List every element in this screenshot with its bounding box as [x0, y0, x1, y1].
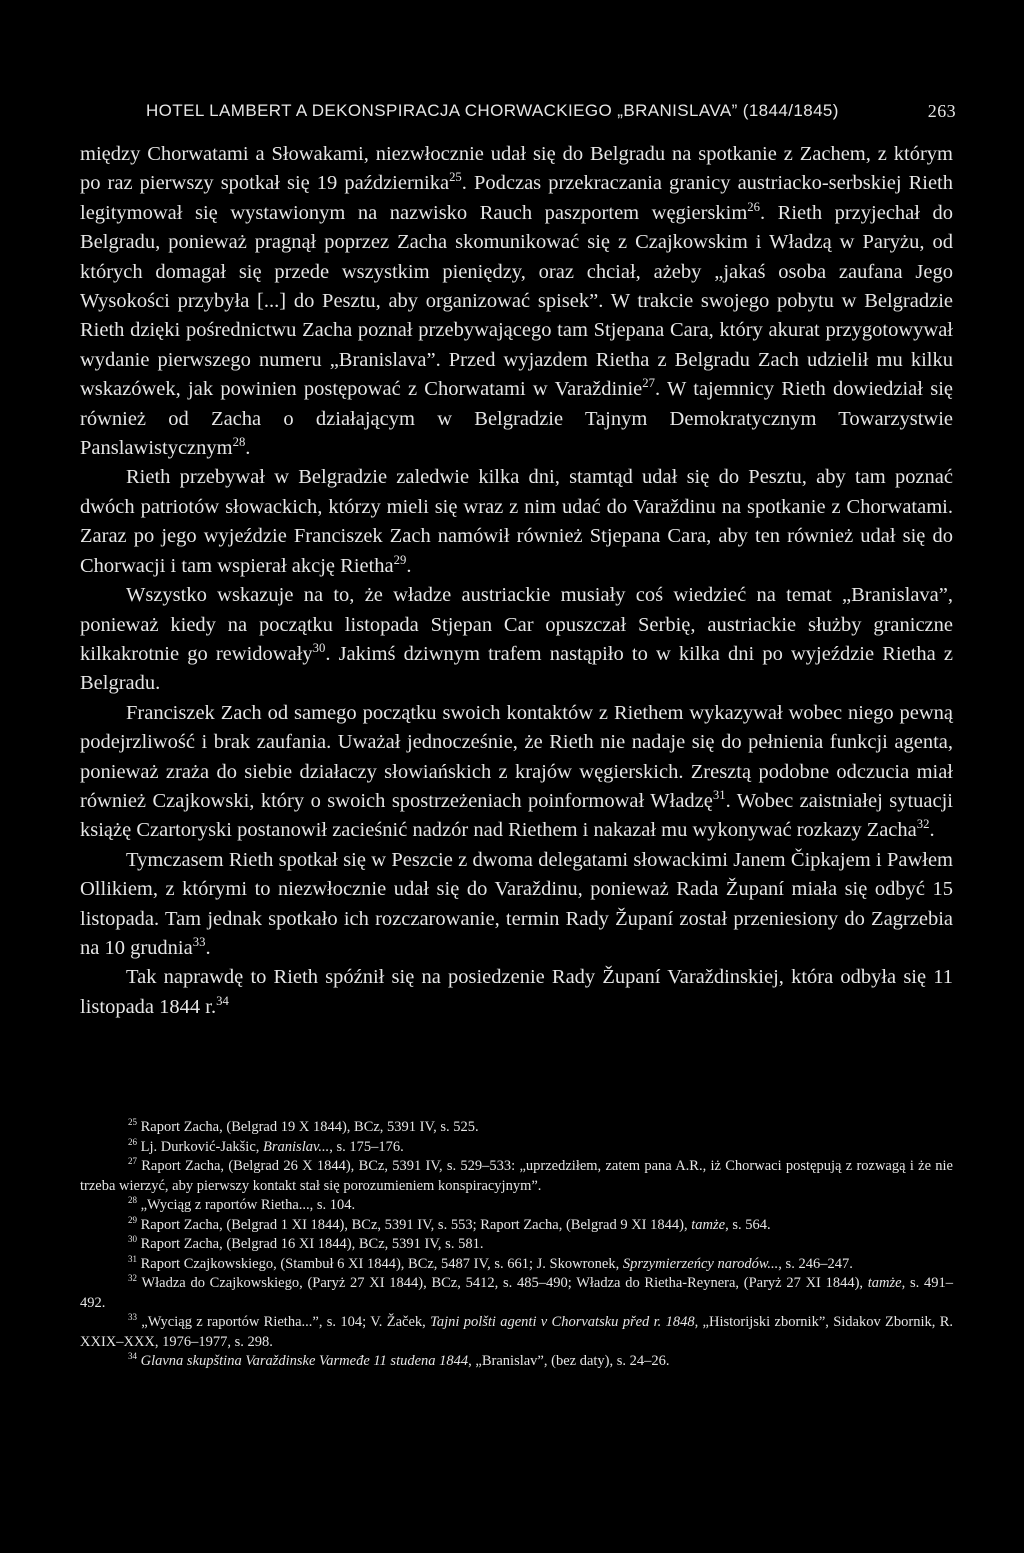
footnote — [80, 1196, 953, 1216]
text-run: Franciszek Zach od samego początku swoich kontaktów z Riethem wykazywał wobec niego pewną podejrzliwość i brak zaufania. Uważał jednocześnie, że Rieth nie nadaje się do pełnienia funkcji agenta, ponieważ zraża do siebie działaczy słowiańskich z krajów węgierskich. Zresztą podobne odczucia miał również Czajkowski, który o swoich spostrzeżeniach poinformował Władzę — [80, 701, 953, 812]
footnote-ref: 27 — [642, 376, 655, 391]
text-run: Tymczasem Rieth spotkał się w Peszcie z dwoma delegatami słowackimi Janem Čipkajem i Pawłem Ollikiem, z którymi to niezwłocznie udał się do Varaždinu, ponieważ Rada Županí miała się odbyć 15 listopada. Tam jednak spotkało ich rozczarowanie, termin Rady Županí został przeniesiony do Zagrzebia na 10 grudnia — [80, 848, 953, 959]
footnote — [80, 1118, 953, 1138]
text-run: . — [245, 437, 251, 460]
text-run: Władza do Czajkowskiego, (Paryż 27 XI 1844), BCz, 5412, s. 485–490; Władza do Rietha-Reynera, (Paryż 27 XI 1844), — [136, 1275, 868, 1291]
footnote-ref: 26 — [128, 1136, 137, 1147]
footnote-ref: 30 — [128, 1234, 137, 1245]
italic-title: Glavna skupština Varaždinske Varmeđe 11 studena 1844 — [140, 1353, 469, 1369]
italic-title: Sprzymierzeńcy narodów... — [622, 1255, 779, 1272]
italic-title: tamże — [691, 1216, 726, 1233]
footnote-ref: 27 — [128, 1156, 137, 1167]
text-run: „Wyciąg z raportów Rietha...”, s. 104; V. Žaček, — [136, 1314, 431, 1330]
footnote-ref: 31 — [128, 1253, 137, 1264]
text-run: , s. 564. — [725, 1216, 771, 1233]
footnote — [80, 1274, 953, 1313]
footnote-ref: 34 — [128, 1351, 137, 1362]
paragraph — [80, 699, 953, 846]
footnote — [80, 1352, 953, 1372]
text-run: Tak naprawdę to Rieth spóźnił się na posiedzenie Rady Županí Varaždinskiej, która odbyła się 11 listopada 1844 r. — [80, 966, 953, 1018]
running-title: HOTEL LAMBERT A DEKONSPIRACJA CHORWACKIEGO „BRANISLAVA” (1844/1845) — [146, 101, 839, 120]
text-run: . — [205, 936, 211, 959]
footnote-ref: 31 — [712, 788, 726, 803]
footnote — [80, 1235, 953, 1255]
running-header — [146, 101, 956, 121]
footnote-ref: 32 — [128, 1273, 137, 1284]
text-run: . — [929, 819, 935, 842]
main-text — [80, 140, 953, 1022]
text-run: , s. 175–176. — [329, 1138, 404, 1155]
paragraph — [80, 140, 953, 463]
text-run: Raport Czajkowskiego, (Stambuł 6 XI 1844), BCz, 5487 IV, s. 661; J. Skowronek, — [136, 1255, 623, 1272]
text-run: , s. 491–492. — [80, 1275, 953, 1311]
text-run: . Wobec zaistniałej sytuacji książę Czartoryski postanowił zacieśnić nadzór nad Riethem i nakazał mu wykonywać rozkazy Zacha — [80, 789, 953, 842]
italic-title: Branislav... — [263, 1138, 330, 1155]
text-run: Raport Zacha, (Belgrad 19 X 1844), BCz, 5391 IV, s. 525. — [136, 1119, 479, 1135]
text-run: . Jakimś dziwnym trafem nastąpiło to w kilka dni po wyjeździe Rietha z Belgradu. — [80, 642, 953, 695]
footnote — [80, 1255, 953, 1275]
text-run: . — [406, 554, 412, 577]
text-run: , „Historijski zbornik”, Sidakov Zbornik, R. XXIX–XXX, 1976–1977, s. 298. — [80, 1314, 953, 1350]
text-run: Wszystko wskazuje na to, że władze austriackie musiały coś wiedzieć na temat „Branislava”, ponieważ kiedy na początku listopada Stjepan Car opuszczał Serbię, austriackie służby graniczne kilkakrotnie go rewidowały — [80, 584, 953, 665]
footnote-ref: 32 — [916, 817, 930, 832]
text-run: „Wyciąg z raportów Rietha..., s. 104. — [136, 1197, 356, 1213]
paragraph — [80, 846, 953, 964]
footnotes — [80, 1118, 953, 1372]
footnote-ref: 33 — [192, 935, 206, 950]
text-run: Raport Zacha, (Belgrad 1 XI 1844), BCz, 5391 IV, s. 553; Raport Zacha, (Belgrad 9 XI 1844), — [136, 1216, 692, 1233]
text-run: . Podczas przekraczania granicy austriacko-serbskiej Rieth legitymował się wystawionym na nazwisko Rauch paszportem węgierskim — [80, 172, 953, 224]
text-run: . Rieth przyjechał do Belgradu, ponieważ pragnął poprzez Zacha skomunikować się z Czajkowskim i Władzą w Paryżu, od których domagał się przede wszystkim pieniędzy, oraz chciał, ażeby „jakaś osoba zaufana Jego Wysokości przybyła [...] do Pesztu, aby organizować spisek”. W trakcie swojego pobytu w Belgradzie Rieth dzięki pośrednictwu Zacha poznał przebywającego tam Stjepana Cara, który akurat przygotowywał wydanie pierwszego numeru „Branislava”. Przed wyjazdem Rietha z Belgradu Zach udzielił mu kilku wskazówek, jak powinien postępować z Chorwatami w Varaždinie — [80, 201, 954, 401]
text-run: Raport Zacha, (Belgrad 26 X 1844), BCz, 5391 IV, s. 529–533: „uprzedziłem, zatem pana A.R., iż Chorwaci postępują z rozwagą i że nie trzeba wierzyć, aby pierwszy kontakt stał się porozumieniem konspiracyjnym”. — [80, 1158, 953, 1194]
footnote-ref: 25 — [128, 1117, 137, 1128]
footnote-ref: 28 — [232, 435, 246, 450]
paragraph — [80, 963, 953, 1022]
footnote-ref: 30 — [312, 641, 326, 656]
text-run: . W tajemnicy Rieth dowiedział się również od Zacha o działającym w Belgradzie Tajnym Demokratycznym Towarzystwie Panslawistycznym — [80, 378, 954, 460]
footnote-ref: 33 — [128, 1312, 137, 1323]
footnote-ref: 26 — [747, 199, 760, 214]
text-run: , s. 246–247. — [778, 1255, 853, 1272]
page-number: 263 — [927, 101, 956, 121]
text-run: Raport Zacha, (Belgrad 16 XI 1844), BCz, 5391 IV, s. 581. — [136, 1236, 484, 1252]
footnote — [80, 1313, 953, 1352]
text-run: Rieth przebywał w Belgradzie zaledwie kilka dni, stamtąd udał się do Pesztu, aby tam poznać dwóch patriotów słowackich, którzy mieli się wraz z nim udać do Varaždinu na spotkanie z Chorwatami. Zaraz po jego wyjeździe Franciszek Zach namówił również Stjepana Cara, aby ten również udał się do Chorwacji i tam wspierał akcję Rietha — [80, 466, 953, 577]
footnote-ref: 34 — [216, 993, 229, 1008]
footnote-ref: 28 — [128, 1195, 137, 1206]
text-run: Lj. Durković-Jakšic, — [136, 1138, 264, 1155]
footnote — [80, 1138, 953, 1158]
text-run: , „Branislav”, (bez daty), s. 24–26. — [468, 1353, 670, 1369]
text-run: między Chorwatami a Słowakami, niezwłocznie udał się do Belgradu na spotkanie z Zachem, z którym po raz pierwszy spotkał się 19 października — [80, 143, 953, 195]
footnote-ref: 29 — [128, 1214, 137, 1225]
italic-title: Tajni polšti agenti v Chorvatsku před r. 1848 — [430, 1314, 695, 1330]
footnote — [80, 1157, 953, 1196]
paragraph — [80, 581, 953, 699]
footnote-ref: 29 — [393, 552, 407, 567]
footnote-ref: 25 — [449, 170, 462, 185]
footnote — [80, 1216, 953, 1236]
paragraph — [80, 463, 953, 581]
italic-title: tamże — [867, 1275, 902, 1291]
